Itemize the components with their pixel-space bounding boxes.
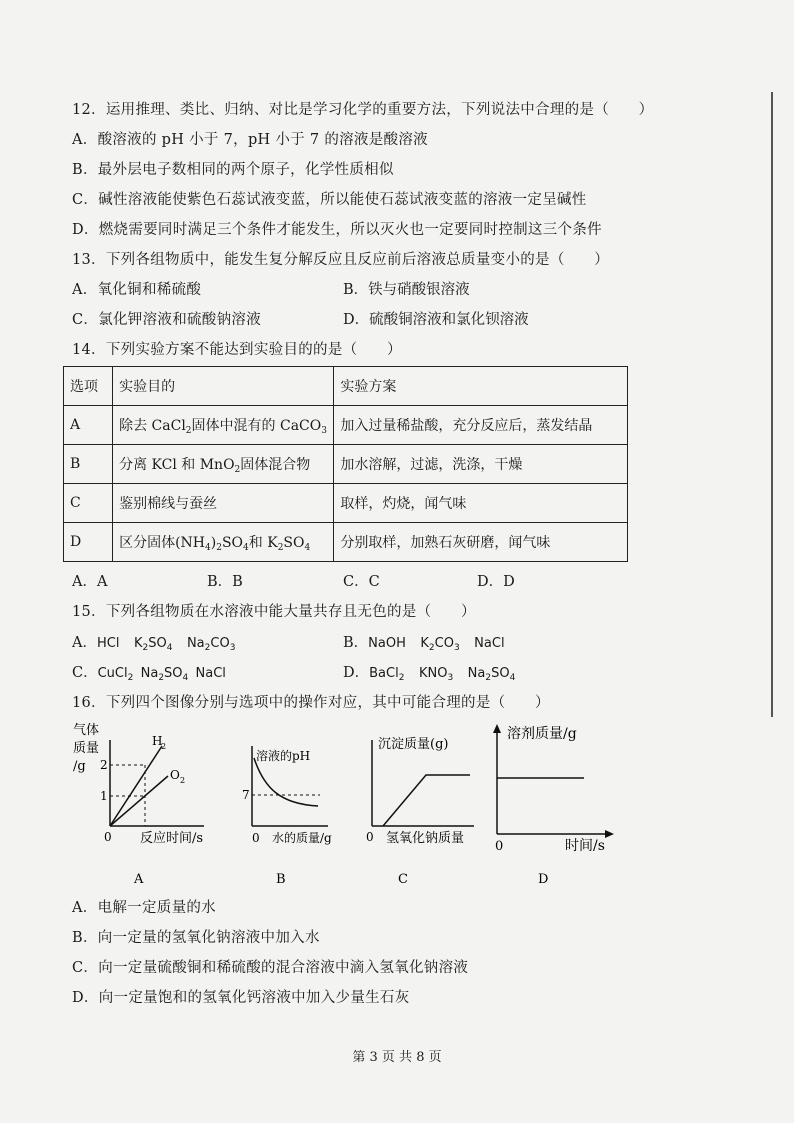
q14-choice-d: D．D <box>477 574 515 590</box>
q14-choice-c: C．C <box>343 574 380 590</box>
svg-text:2: 2 <box>100 758 108 772</box>
table-header: 选项 <box>64 367 113 406</box>
q16-stem: 16．下列四个图像分别与选项中的操作对应，其中可能合理的是（ ） <box>72 695 550 711</box>
q14-choice-b: B．B <box>207 574 243 590</box>
svg-text:1: 1 <box>100 789 108 803</box>
q13-stem: 13．下列各组物质中，能发生复分解反应且反应前后溶液总质量变小的是（ ） <box>72 252 610 268</box>
svg-text:气体: 气体 <box>73 723 100 738</box>
q16-option-b: B．向一定量的氢氧化钠溶液中加入水 <box>72 930 320 946</box>
svg-text:D: D <box>538 872 549 887</box>
graph-d-x-arrow-icon <box>605 830 614 838</box>
row-option: C <box>64 484 113 523</box>
row-option: D <box>64 523 113 562</box>
svg-text:B: B <box>276 872 286 887</box>
table-header: 实验方案 <box>334 367 628 406</box>
q14-experiment-table <box>63 366 628 562</box>
q12-stem: 12．运用推理、类比、归纳、对比是学习化学的重要方法，下列说法中合理的是（ ） <box>72 102 654 118</box>
svg-text:0: 0 <box>104 830 112 844</box>
svg-text:C: C <box>398 872 408 887</box>
svg-text:0: 0 <box>366 830 374 844</box>
svg-text:H: H <box>152 734 163 748</box>
row-plan: 分别取样，加熟石灰研磨，闻气味 <box>334 523 628 562</box>
svg-text:溶液的pH: 溶液的pH <box>256 749 311 763</box>
svg-text:沉淀质量(g): 沉淀质量(g) <box>378 737 449 752</box>
q15-option-a: A．HCl $K_2SO_4$ $Na_2CO_3$ <box>72 635 236 653</box>
row-purpose: 区分固体$(NH_4)_2SO_4$和 $K_2SO_4$ <box>113 523 334 562</box>
graph-d-y-arrow-icon <box>493 724 501 733</box>
q16-option-a: A．电解一定质量的水 <box>72 900 216 916</box>
svg-text:反应时间/s: 反应时间/s <box>140 831 204 846</box>
q14-stem: 14．下列实验方案不能达到实验目的的是（ ） <box>72 342 402 358</box>
svg-text:时间/s: 时间/s <box>565 838 605 854</box>
row-purpose: 鉴别棉线与蚕丝 <box>113 484 334 523</box>
q13-option-a: A．氧化铜和稀硫酸 <box>72 282 202 298</box>
graph-a <box>73 722 204 887</box>
table-row <box>64 406 628 445</box>
table-header-row <box>64 367 628 406</box>
graph-d <box>493 724 614 887</box>
binding-margin-line <box>771 92 773 717</box>
svg-text:0: 0 <box>495 839 504 854</box>
page-footer: 第 3 页 共 8 页 <box>352 1050 442 1065</box>
q15-option-b: B．NaOH $K_2CO_3$ NaCl <box>343 635 505 653</box>
q13-option-b: B．铁与硝酸银溶液 <box>343 282 470 298</box>
q15-option-c: C．CuCl$_2$ $Na_2SO_4$ NaCl <box>72 665 226 683</box>
table-row <box>64 445 628 484</box>
q16-option-c: C．向一定量硫酸铜和稀硫酸的混合溶液中滴入氢氧化钠溶液 <box>72 960 469 976</box>
row-purpose: 分离 KCl 和 MnO$_2$固体混合物 <box>113 445 334 484</box>
table-row <box>64 484 628 523</box>
svg-text:2: 2 <box>180 776 186 785</box>
graph-c <box>366 736 474 887</box>
row-plan: 加水溶解，过滤，洗涤，干燥 <box>334 445 628 484</box>
svg-text:2: 2 <box>161 742 167 751</box>
svg-text:0: 0 <box>252 831 260 845</box>
q12-option-c: C．碱性溶液能使紫色石蕊试液变蓝，所以能使石蕊试液变蓝的溶液一定呈碱性 <box>72 192 587 208</box>
graph-c-precipitate-line <box>383 775 470 826</box>
graph-b <box>242 746 332 887</box>
svg-text:氢氧化钠质量: 氢氧化钠质量 <box>386 831 465 846</box>
svg-text:质量: 质量 <box>73 741 100 756</box>
q13-option-c: C．氯化钾溶液和硫酸钠溶液 <box>72 312 261 328</box>
svg-text:A: A <box>134 872 144 887</box>
row-option: B <box>64 445 113 484</box>
svg-text:溶剂质量/g: 溶剂质量/g <box>507 726 577 742</box>
table-header: 实验目的 <box>113 367 334 406</box>
svg-text:O: O <box>170 768 180 782</box>
row-option: A <box>64 406 113 445</box>
q14-choice-a: A．A <box>72 574 108 590</box>
q15-stem: 15．下列各组物质在水溶液中能大量共存且无色的是（ ） <box>72 604 476 620</box>
q12-option-b: B．最外层电子数相同的两个原子，化学性质相似 <box>72 162 394 178</box>
graph-a-h2-line <box>110 746 162 826</box>
q12-option-d: D．燃烧需要同时满足三个条件才能发生，所以灭火也一定要同时控制这三个条件 <box>72 222 602 238</box>
svg-text:/g: /g <box>73 759 86 774</box>
row-plan: 加入过量稀盐酸，充分反应后，蒸发结晶 <box>334 406 628 445</box>
q16-graphs <box>0 718 794 918</box>
graph-a-o2-line <box>110 776 168 826</box>
q15-option-d: D．BaCl$_2$ $KNO_3$ $Na_2SO_4$ <box>343 665 516 683</box>
graph-b-ph-curve <box>254 758 318 806</box>
q13-option-d: D．硫酸铜溶液和氯化钡溶液 <box>343 312 529 328</box>
q16-option-d: D．向一定量饱和的氢氧化钙溶液中加入少量生石灰 <box>72 990 410 1006</box>
svg-text:7: 7 <box>242 788 250 802</box>
table-row <box>64 523 628 562</box>
svg-text:水的质量/g: 水的质量/g <box>272 831 332 845</box>
q12-option-a: A．酸溶液的 pH 小于 7，pH 小于 7 的溶液是酸溶液 <box>72 132 428 148</box>
row-plan: 取样，灼烧，闻气味 <box>334 484 628 523</box>
row-purpose: 除去 CaCl$_2$固体中混有的 CaCO$_3$ <box>113 406 334 445</box>
